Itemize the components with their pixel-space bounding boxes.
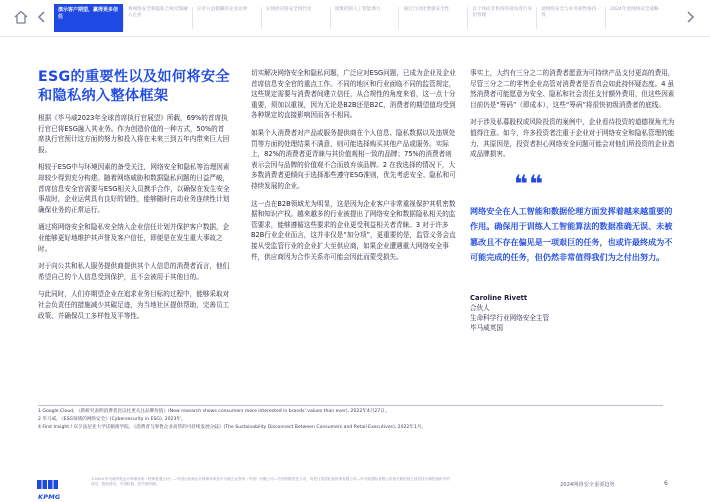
top-navigation: [0, 0, 710, 37]
kpmg-logo-text: KPMG: [38, 493, 61, 501]
footnote: 4 First Insight / 宾夕法尼亚大学沃顿商学院, 《消费者与零售企业高管的可持续发展分歧》(The Sustainability Disconnect Between Consumers and Retail Executives), 2022年1月。: [38, 424, 427, 430]
column-3: [470, 68, 677, 333]
paragraph: 对于向公共和私人服务提供商提供其个人信息的消费者而言，他们希望自己的个人信息受到保护，且不会被用于其他目的。: [38, 262, 230, 281]
report-name: 2024网络安全重要趋势: [560, 482, 615, 488]
paragraph: 根据《毕马威2023年全球首席执行官展望》所载，69%的首席执行官已将ESG融入其业务。作为创造价值的一种方式，50%的首席执行官预计这方面的努力和投入将在未来三到五年内带来巨大回报。: [38, 114, 230, 154]
paragraph: 切实解决网络安全和隐私问题，广泛应对ESG问题，已成为企业及企业首席信息安全官的重点工作。不同的地区和行业面临不同的监管规定，这些规定需要与消费者间建立信任，从合规性的角度来看，这一点十分重要，须加以重视，因为无论是B2B还是B2C，消费者的期望值均受到各种规定的直接影响因而各不相同。: [251, 69, 456, 120]
tab-customer-expectations[interactable]: 演示客户期望，赢得更多信任: [54, 4, 123, 32]
quote-author-name: Caroline Rivett: [470, 294, 528, 303]
paragraph: 对于涉及私募股权或风险投资的案例中，企业看待投资的道德视角尤为值得注意。如今，许多投资者注重于企业对于网络安全和隐私管理的能力，其原因是，投资者担心网络安全问题可能会对他们所投资的企业造成品牌损害。: [470, 118, 675, 159]
tab-automation[interactable]: 通过自动化增强安全性: [398, 4, 467, 32]
tab-strategy[interactable]: 2024年度网络安全战略: [605, 4, 674, 32]
quote-mark-icon: ❝❝: [514, 169, 545, 198]
page-title: ESG的重要性以及如何将安全和隐私纳入整体框架: [38, 69, 230, 104]
section-tabs: [54, 4, 674, 32]
tab-resilience[interactable]: 使网络安全与业务韧性保持一致: [536, 4, 605, 32]
paragraph: 与此同时，人们亦期望企业在追求业务目标的过程中，能够采取对社会负责任的措施减少其碳足迹，为当地社区提供帮助，完善员工政策、并确保员工多样性及平等性。: [38, 290, 230, 320]
paragraph: 通过将网络安全和隐私安全纳入企业信任计划并保护客户数据，企业能够更好地维护其声誉及客户信任，即便是在发生重大事故之时。: [38, 223, 230, 253]
tab-identity[interactable]: 以个体而非机构的视角进行身份管理: [467, 4, 536, 32]
legal-notice: ©2024 毕马威华振会计师事务所（特殊普通合伙）—中国合伙制会计师事务所及毕马威企业咨询（中国）有限公司—中国有限责任公司，均是与英国私营担保有限公司—毕马威国际有限公司相关联的独立成员所全球性组织中的成员。版权所有，不得转载。在中国印刷。: [91, 477, 450, 487]
quote-author-title: 生命科学行业网络安全主管: [470, 314, 550, 323]
chevron-left-icon[interactable]: [35, 9, 49, 25]
tab-enterprise-boundary[interactable]: 应对日益模糊的企业边界: [192, 4, 261, 32]
column-1: [38, 68, 230, 328]
home-icon[interactable]: [13, 9, 29, 25]
page-footer: [0, 476, 710, 502]
tab-integrate-security[interactable]: 将网络安全和隐私合规无缝融入企业: [123, 4, 192, 32]
page-number: 6: [664, 480, 668, 487]
tab-supply-chain[interactable]: 实现供应链安全现代化: [261, 4, 330, 32]
footnote: 2 毕马威, 《ESG领域的网络安全》(Cybersecurity in ESG), 2023年。: [38, 416, 186, 422]
column-2: [251, 68, 457, 269]
tab-ai-potential[interactable]: 谨慎控制人工智能潜力: [330, 4, 399, 32]
paragraph: 如果个人消费者对产品或服务提供商在个人信息、隐私数据以及违规处罚等方面的处理结果不满意，则可能选择购买其他产品或服务。实际上，82%的消费者更青睐与其价值观相一致的品牌；75%的消费者则表示会因与品牌的价值观不合而放弃该品牌。2 在我选择的情况下，大多数消费者更倾向于选择那些遵守ESG准则，优先考虑安全、隐私和可持续发展的企业。: [251, 128, 456, 190]
paragraph: 相较于ESG中与环境因素的备受关注，网络安全和隐私等治理因素却较少得到充分构建。随着网络威胁和数据隐私问题的日益严峻，首席信息安全官需要与ESG相关人员携手合作，以确保在发生安全事故时，企业运营具有良好的韧性，能够随时自动业务连续性计划确保业务的正常运行。: [38, 163, 230, 214]
paragraph: 这一点在B2B领域尤为明显，这是因为企业客户非常重视保护其机密数据和知识产权。越来越多的行业被提出了网络安全和数据隐私相关的监管要求，能够遵循这些要求的企业更受利益相关者青睐。3 对于许多B2B行业企业而言，这并非仅是“加分项”，更重要的是，监管义务会直接从受监管行业的企业扩大至供应商，如果企业遭遇重大网络安全事件，供应商因为合作关系亦可能会因此而蒙受损失。: [251, 199, 456, 261]
quote-author-role: 合伙人: [470, 304, 490, 313]
footnotes: [38, 405, 663, 431]
footnote: 1 Google Cloud, 《新研究表明消费者比以往更关注品牌价值》(New research shows consumers more interested in brands' values than ever), 2022年4月27日。: [38, 409, 390, 414]
chevron-right-icon[interactable]: [683, 9, 697, 25]
paragraph: 事实上，大约有三分之二的消费者愿意为可持续产品支付更高的费用，尽管三分之二的零售企业高管对消费者是否真会如此持怀疑态度。4 虽然消费者可能愿意为安全、隐私和社会责任支付额外费用，但这些因素目前仍是“筹码”（即成本），这些“筹码”将很快初级消费者的底线。: [470, 69, 675, 109]
quote-author-org: 毕马威英国: [470, 324, 503, 333]
pull-quote: 网络安全在人工智能和数据伦理方面发挥着越来越重要的作用。确保用于训练人工智能算法的数据准确无误、未被篡改且不存在偏见是一项艰巨的任务，也或许最终成为不可能完成的任务，但仍然非常值得我们为之付出努力。: [470, 205, 673, 262]
